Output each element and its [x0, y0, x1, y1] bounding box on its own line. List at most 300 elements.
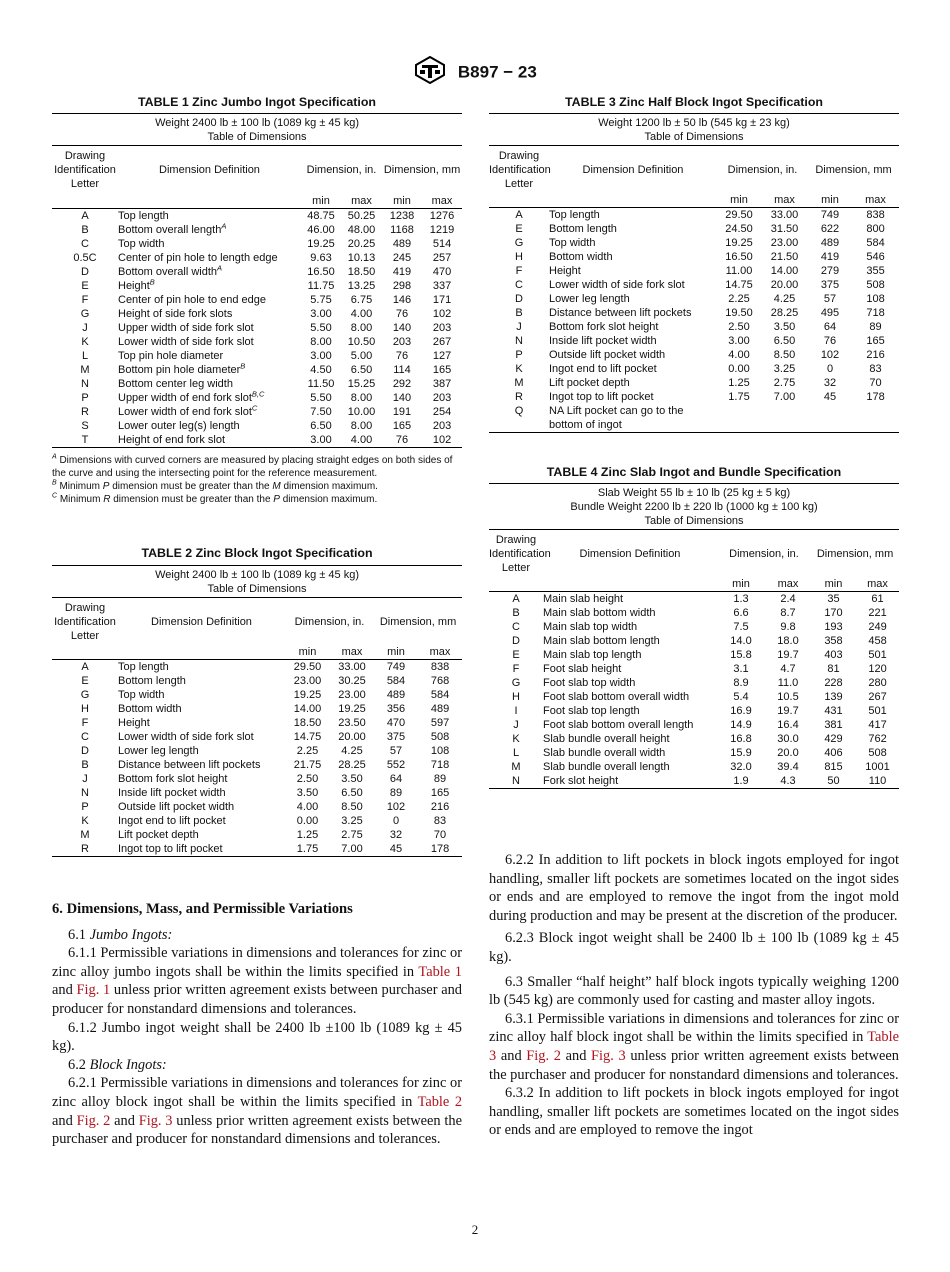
cell-definition: Bottom fork slot height — [118, 773, 228, 785]
cell-letter: D — [81, 265, 89, 278]
section-heading: 6. Dimensions, Mass, and Permissible Variations — [52, 901, 353, 917]
min: min — [808, 193, 852, 208]
cell-value: 165 — [430, 787, 450, 799]
table-row — [489, 676, 899, 690]
cell-value: 267 — [868, 691, 887, 703]
cell-value: 3.25 — [773, 363, 796, 375]
cell-definition: Main slab bottom width — [543, 607, 656, 619]
para-6-2-3: 6.2.3 Block ingot weight shall be 2400 lb ± 100 lb (1089 kg ± 45 kg). — [489, 930, 899, 965]
cell-value: 14.75 — [293, 731, 322, 743]
cell-definition: Ingot top to lift pocket — [118, 842, 285, 857]
cell-definition: Outside lift pocket width — [118, 801, 235, 813]
cell-value: 18.0 — [777, 635, 799, 647]
cell-value: 489 — [430, 703, 450, 715]
cell-value: 8.50 — [773, 349, 796, 361]
cell-definition: Height of side fork slots — [118, 307, 233, 320]
table-row — [52, 251, 462, 265]
fig3-link[interactable]: Fig. 3 — [591, 1047, 626, 1064]
cell-value: 3.50 — [341, 773, 363, 785]
cell-value: 14.9 — [730, 719, 752, 731]
col-in: Dimension, in. — [727, 164, 798, 176]
table-row — [52, 335, 462, 349]
cell-value: 50.25 — [347, 209, 376, 222]
cell-value: 8.9 — [733, 677, 749, 689]
table-row — [52, 828, 462, 842]
cell-value: 514 — [432, 237, 452, 250]
table4-caption: TABLE 4 Zinc Slab Ingot and Bundle Specification — [546, 465, 842, 479]
cell-value: 11.00 — [725, 265, 753, 277]
cell-value: 70 — [433, 829, 447, 841]
section6-right — [489, 851, 899, 1140]
cell-value: 76 — [395, 349, 409, 362]
cell-value: 171 — [432, 293, 452, 306]
cell-value: 470 — [432, 265, 452, 278]
cell-letter: D — [81, 745, 89, 757]
cell-value: 14.00 — [293, 703, 322, 715]
cell-value: 489 — [392, 237, 412, 250]
cell-letter: R — [52, 842, 118, 857]
cell-definition: Top length — [549, 209, 600, 221]
cell-value: 10.00 — [347, 405, 376, 418]
cell-value: 6.50 — [773, 335, 796, 347]
table1-tod: Table of Dimensions — [52, 130, 462, 146]
table-row — [489, 718, 899, 732]
cell-value: 4.00 — [350, 307, 373, 320]
cell-value: 3.00 — [728, 335, 750, 347]
page-number: 2 — [471, 1222, 479, 1237]
cell-definition: Main slab bottom length — [543, 635, 660, 647]
footnote-ref: C — [251, 402, 258, 412]
cell-value: 4.7 — [780, 663, 796, 675]
cell-value: 6.50 — [350, 363, 373, 376]
cell-definition: Lower width of end fork slot$^C$ — [118, 402, 258, 418]
cell-value: 4.00 — [728, 349, 750, 361]
table-row — [489, 306, 899, 320]
cell-value: 64 — [389, 773, 403, 785]
cell-value: 108 — [866, 293, 885, 305]
cell-value: 8.50 — [341, 801, 363, 813]
cell-value: 749 — [386, 661, 406, 673]
table-row — [52, 279, 462, 293]
cell-value: 81 — [827, 663, 840, 675]
cell-letter: M — [511, 761, 521, 773]
table1-caption: TABLE 1 Zinc Jumbo Ingot Specification — [138, 95, 376, 109]
cell-value: 245 — [392, 251, 412, 264]
cell-value: 4.25 — [773, 293, 796, 305]
cell-value: 16.50 — [307, 265, 335, 278]
cell-value: 221 — [868, 607, 887, 619]
cell-value: 165 — [392, 419, 412, 432]
col-mm: Dimension, mm — [379, 616, 457, 628]
cell-value: 45 — [374, 842, 418, 857]
para-6-2: 6.2 Block Ingots: — [68, 1056, 167, 1073]
min: min — [717, 577, 765, 592]
cell-definition: Main slab top width — [543, 621, 638, 633]
cell-value: 508 — [866, 279, 885, 291]
cell-definition: Slab bundle overall width — [543, 747, 666, 759]
cell-letter: A — [515, 209, 523, 221]
table-row — [52, 405, 462, 419]
min: min — [285, 645, 330, 660]
cell-value: 387 — [432, 377, 452, 390]
cell-definition: Upper width of side fork slot — [118, 321, 254, 334]
col-mm: Dimension, mm — [815, 164, 892, 176]
cell-definition: Top length — [118, 209, 169, 222]
cell-definition: Ingot top to lift pocket — [549, 391, 654, 403]
cell-definition: Lift pocket depth — [549, 377, 630, 389]
cell-value: 50 — [811, 774, 856, 789]
footnote-ref: A — [221, 220, 227, 230]
table1-link[interactable]: Table 1 — [418, 963, 463, 980]
cell-value: 57 — [389, 745, 403, 757]
cell-value: 10.50 — [347, 335, 376, 348]
cell-value: 16.4 — [777, 719, 799, 731]
cell-value: 28.25 — [338, 759, 366, 771]
cell-value: 23.00 — [770, 237, 799, 249]
cell-value: 0 — [826, 363, 834, 375]
cell-value: 89 — [869, 321, 882, 333]
cell-value: 358 — [824, 635, 843, 647]
cell-value: 7.5 — [733, 621, 749, 633]
cell-value: 19.7 — [777, 649, 799, 661]
cell-letter: K — [81, 815, 89, 827]
cell-value: 3.00 — [301, 433, 341, 448]
table-row — [52, 419, 462, 433]
cell-value: 429 — [824, 733, 843, 745]
cell-letter: M — [80, 829, 90, 841]
cell-value: 501 — [868, 649, 887, 661]
cell-value: 203 — [432, 321, 452, 334]
cell-letter: N — [489, 774, 543, 789]
table-row — [489, 250, 899, 264]
cell-letter: N — [515, 335, 523, 347]
table4-weight1: Slab Weight 55 lb ± 10 lb (25 kg ± 5 kg) — [489, 484, 899, 501]
cell-value: 23.50 — [338, 717, 366, 729]
cell-definition: Outside lift pocket width — [549, 349, 666, 361]
cell-letter: N — [81, 787, 89, 799]
col-mm: Dimension, mm — [816, 548, 894, 560]
fig3-link[interactable]: Fig. 3 — [138, 1112, 173, 1129]
col-def: Dimension Definition — [159, 164, 260, 177]
page-header — [0, 56, 950, 89]
col-letter: Drawing Identification Letter — [489, 534, 551, 574]
cell-value: 419 — [392, 265, 412, 278]
cell-value: 45 — [823, 391, 837, 403]
table-row — [489, 222, 899, 236]
col-in: Dimension, in. — [306, 164, 377, 177]
table-row — [489, 746, 899, 760]
table-row — [489, 376, 899, 390]
cell-value: 228 — [824, 677, 843, 689]
col-def: Dimension Definition — [582, 164, 684, 176]
table-row — [52, 716, 462, 730]
cell-value: 15.9 — [730, 747, 752, 759]
table-row — [489, 704, 899, 718]
table-row — [52, 842, 462, 857]
cell-value: 83 — [433, 815, 447, 827]
cell-value: 8.7 — [780, 607, 796, 619]
cell-value: 110 — [856, 774, 899, 789]
cell-value: 102 — [432, 307, 452, 320]
cell-value: 356 — [386, 703, 406, 715]
para-6-1: 6.1 Jumbo Ingots: — [68, 926, 173, 943]
cell-value: 5.00 — [350, 349, 373, 362]
cell-definition: Lower leg length — [549, 293, 630, 305]
cell-value: 1238 — [389, 209, 415, 222]
cell-value: 584 — [866, 237, 885, 249]
cell-letter: M — [514, 377, 524, 389]
cell-value: 0 — [392, 815, 400, 827]
table3-weight: Weight 1200 lb ± 50 lb (545 kg ± 23 kg) — [489, 114, 899, 131]
cell-value: 48.75 — [307, 209, 335, 222]
cell-value: 279 — [820, 265, 840, 277]
cell-value: 470 — [386, 717, 406, 729]
cell-value: 584 — [430, 689, 450, 701]
cell-definition: Main slab height — [543, 593, 624, 605]
cell-value: 18.50 — [293, 717, 322, 729]
cell-value: 375 — [386, 731, 406, 743]
cell-definition: Main slab top length — [543, 649, 642, 661]
cell-letter: K — [515, 363, 523, 375]
cell-value: 11.50 — [307, 377, 335, 390]
table1 — [52, 113, 462, 448]
cell-value: 178 — [418, 842, 462, 857]
col-letter: Drawing Identification Letter — [54, 150, 116, 191]
section6-left — [52, 900, 462, 1149]
table2-link[interactable]: Table 2 — [417, 1093, 463, 1110]
table3-tod: Table of Dimensions — [489, 130, 899, 146]
col-def: Dimension Definition — [579, 548, 681, 560]
cell-value: 800 — [866, 223, 885, 235]
cell-value: 2.75 — [341, 829, 363, 841]
cell-letter: G — [514, 237, 524, 249]
col-def: Dimension Definition — [151, 616, 252, 628]
cell-value: 6.6 — [733, 607, 749, 619]
cell-definition: Height — [549, 265, 581, 277]
astm-logo-icon — [413, 56, 447, 89]
fig2-link[interactable]: Fig. 2 — [526, 1047, 561, 1064]
cell-value: 114 — [393, 363, 411, 376]
cell-value: 489 — [386, 689, 406, 701]
cell-value: 749 — [820, 209, 840, 221]
cell-value: 23.00 — [338, 689, 366, 701]
table-row — [52, 293, 462, 307]
cell-definition: Height$^B$ — [118, 276, 155, 292]
cell-value: 20.0 — [777, 747, 799, 759]
cell-letter: N — [81, 377, 89, 390]
cell-letter: E — [81, 675, 89, 687]
table-row — [489, 264, 899, 278]
cell-value: 16.50 — [725, 251, 753, 263]
cell-definition: Lift pocket depth — [118, 829, 199, 841]
table-row — [52, 758, 462, 772]
cell-value: 0.00 — [728, 363, 750, 375]
max: max — [341, 194, 382, 209]
table-row — [489, 320, 899, 334]
cell-definition: Center of pin hole to length edge — [118, 251, 278, 264]
max: max — [330, 645, 374, 660]
cell-letter: A — [512, 593, 520, 605]
cell-definition: Ingot end to lift pocket — [118, 815, 226, 827]
cell-value: 203 — [432, 419, 452, 432]
cell-letter: 0.5C — [73, 251, 97, 264]
cell-letter: P — [81, 801, 89, 813]
table3-link[interactable]: Table 3 — [489, 1029, 899, 1064]
cell-value: 406 — [824, 747, 843, 759]
cell-value: 5.4 — [733, 691, 749, 703]
table-row — [52, 321, 462, 335]
min: min — [811, 577, 856, 592]
cell-value: 501 — [868, 705, 887, 717]
table3 — [489, 113, 899, 433]
footnote-ref: B,C — [251, 388, 265, 398]
cell-value: 203 — [392, 335, 412, 348]
table-row — [489, 292, 899, 306]
para-6-3-1: 6.3.1 Permissible variations in dimensions and tolerances for zinc or zinc alloy half block ingot shall be within the limits specified in Table 3 and Fig. 2 and Fig. 3 unless prior written agreement exists between the purchaser and producer for nonstandard dimensions and tolerances. — [489, 1010, 899, 1083]
table-row — [52, 744, 462, 758]
cell-value: 1168 — [390, 223, 414, 236]
cell-value: 19.25 — [725, 237, 753, 249]
cell-value: 3.00 — [310, 307, 332, 320]
cell-value: 19.7 — [777, 705, 799, 717]
cell-value: 6.50 — [310, 419, 332, 432]
cell-value: 20.25 — [347, 237, 376, 250]
cell-value: 2.50 — [728, 321, 750, 333]
cell-definition: Height — [118, 717, 150, 729]
cell-definition: Slab bundle overall height — [543, 733, 670, 745]
cell-letter: L — [512, 747, 520, 759]
cell-value: 3.25 — [341, 815, 363, 827]
table-row — [52, 674, 462, 688]
table-row — [52, 265, 462, 279]
footnote-ref: B — [240, 360, 246, 370]
col-in: Dimension, in. — [294, 616, 365, 628]
para-6-3: 6.3 Smaller “half height” half block ingots typically weighing 1200 lb (545 kg) are commonly used for casting and master alloy ingots. — [489, 973, 899, 1009]
table-row — [52, 730, 462, 744]
cell-definition: Lower width of side fork slot — [118, 335, 254, 348]
cell-value: 4.00 — [341, 433, 382, 448]
cell-value: 11.0 — [777, 677, 799, 689]
cell-definition: Distance between lift pockets — [549, 307, 692, 319]
para-6-1-2: 6.1.2 Jumbo ingot weight shall be 2400 lb ±100 lb (1089 kg ± 45 kg). — [52, 1019, 462, 1055]
cell-value: 584 — [386, 675, 406, 687]
cell-letter: F — [512, 663, 520, 675]
cell-value: 32 — [823, 377, 837, 389]
cell-value: 381 — [824, 719, 843, 731]
cell-letter: G — [80, 689, 90, 701]
cell-value: 13.25 — [347, 279, 376, 292]
cell-letter: J — [516, 321, 522, 333]
table-row — [52, 660, 462, 675]
table-row — [52, 363, 462, 377]
cell-value: 552 — [386, 759, 406, 771]
cell-value: 4.3 — [765, 774, 811, 789]
cell-value: 8.00 — [310, 335, 332, 348]
table2-caption: TABLE 2 Zinc Block Ingot Specification — [141, 546, 373, 560]
cell-value: 14.0 — [730, 635, 752, 647]
cell-value: 165 — [432, 363, 452, 376]
cell-value: 19.25 — [293, 689, 322, 701]
cell-value: 33.00 — [770, 209, 799, 221]
cell-definition: Bottom width — [118, 703, 182, 715]
para-6-3-2: 6.3.2 In addition to lift pockets in block ingots employed for ingot handling, smaller lift pockets are sometimes located on the ingot sides or ends and are employed to remove the ingot — [489, 1085, 899, 1139]
cell-value: 35 — [827, 593, 840, 605]
cell-value: 61 — [871, 593, 884, 605]
fig2-link[interactable]: Fig. 2 — [76, 1112, 111, 1129]
cell-value: 70 — [869, 377, 882, 389]
cell-letter: H — [515, 251, 523, 263]
cell-definition: Center of pin hole to end edge — [118, 293, 267, 306]
cell-value: 10.5 — [777, 691, 799, 703]
fig1-link[interactable]: Fig. 1 — [76, 982, 111, 999]
cell-definition: Height of end fork slot — [118, 433, 301, 448]
para-6-2-2: 6.2.2 In addition to lift pockets in block ingots employed for ingot handling, smaller lift pockets are sometimes located on the ingot sides or ends and are employed to remove the ingot from the ingot mold during production and may be present at the discretion of the producer. — [489, 852, 899, 924]
cell-value: 102 — [422, 433, 462, 448]
cell-value: 3.00 — [310, 349, 332, 362]
table-row — [52, 223, 462, 237]
cell-letter: B — [515, 307, 523, 319]
table-row — [489, 620, 899, 634]
cell-value: 29.50 — [293, 661, 322, 673]
cell-value: 31.50 — [770, 223, 799, 235]
cell-value: 14.75 — [725, 279, 753, 291]
cell-value: 768 — [430, 675, 450, 687]
cell-value: 89 — [389, 787, 403, 799]
cell-value: 298 — [392, 279, 412, 292]
cell-value: 419 — [820, 251, 840, 263]
cell-value: 1.75 — [285, 842, 330, 857]
col-in: Dimension, in. — [729, 548, 799, 560]
max: max — [418, 645, 462, 660]
cell-definition: Foot slab top width — [543, 677, 636, 689]
table4 — [489, 483, 899, 789]
cell-letter: K — [81, 335, 89, 348]
table1-weight: Weight 2400 lb ± 100 lb (1089 kg ± 45 kg) — [52, 114, 462, 131]
cell-value: 2.50 — [296, 773, 319, 785]
cell-definition: Upper width of end fork slot$^{B,C}$ — [118, 388, 265, 404]
table-row — [489, 662, 899, 676]
table-row — [489, 362, 899, 376]
cell-letter: D — [515, 293, 523, 305]
table-row: Q NA Lift pocket can go to the bottom of ingot — [489, 404, 899, 433]
para-6-1-1: 6.1.1 Permissible variations in dimensions and tolerances for zinc or zinc alloy jumbo ingots shall be within the limits specified in Table 1 and Fig. 1 unless prior written agreement exists between purchaser and producer for nonstandard dimensions and tolerances. — [52, 945, 463, 1017]
cell-letter: C — [512, 621, 520, 633]
cell-value: 14.00 — [770, 265, 799, 277]
table-row — [489, 732, 899, 746]
cell-value: 18.50 — [347, 265, 376, 278]
cell-definition: Foot slab top length — [543, 705, 640, 717]
cell-value: 489 — [820, 237, 840, 249]
cell-definition: Top pin hole diameter — [118, 349, 224, 362]
cell-value: 0.00 — [296, 815, 319, 827]
cell-letter: F — [81, 293, 89, 306]
cell-letter: B — [81, 759, 89, 771]
cell-definition: Inside lift pocket width — [118, 787, 226, 799]
cell-value: 216 — [866, 349, 885, 361]
cell-value: 292 — [392, 377, 412, 390]
cell-value: 30.25 — [338, 675, 366, 687]
cell-value: 76 — [382, 433, 422, 448]
cell-value: 718 — [866, 307, 885, 319]
footnote-c: $^C$ Minimum R dimension must be greater than the P dimension maximum. — [52, 492, 378, 505]
table4-weight2: Bundle Weight 2200 lb ± 220 lb (1000 kg ± 100 kg) — [570, 501, 818, 513]
cell-definition: Foot slab bottom overall width — [543, 691, 690, 703]
cell-definition: Bottom fork slot height — [549, 321, 659, 333]
cell-letter: F — [515, 265, 523, 277]
cell-definition: Top length — [118, 661, 169, 673]
cell-value: 16.9 — [730, 705, 752, 717]
cell-letter: P — [515, 349, 523, 361]
